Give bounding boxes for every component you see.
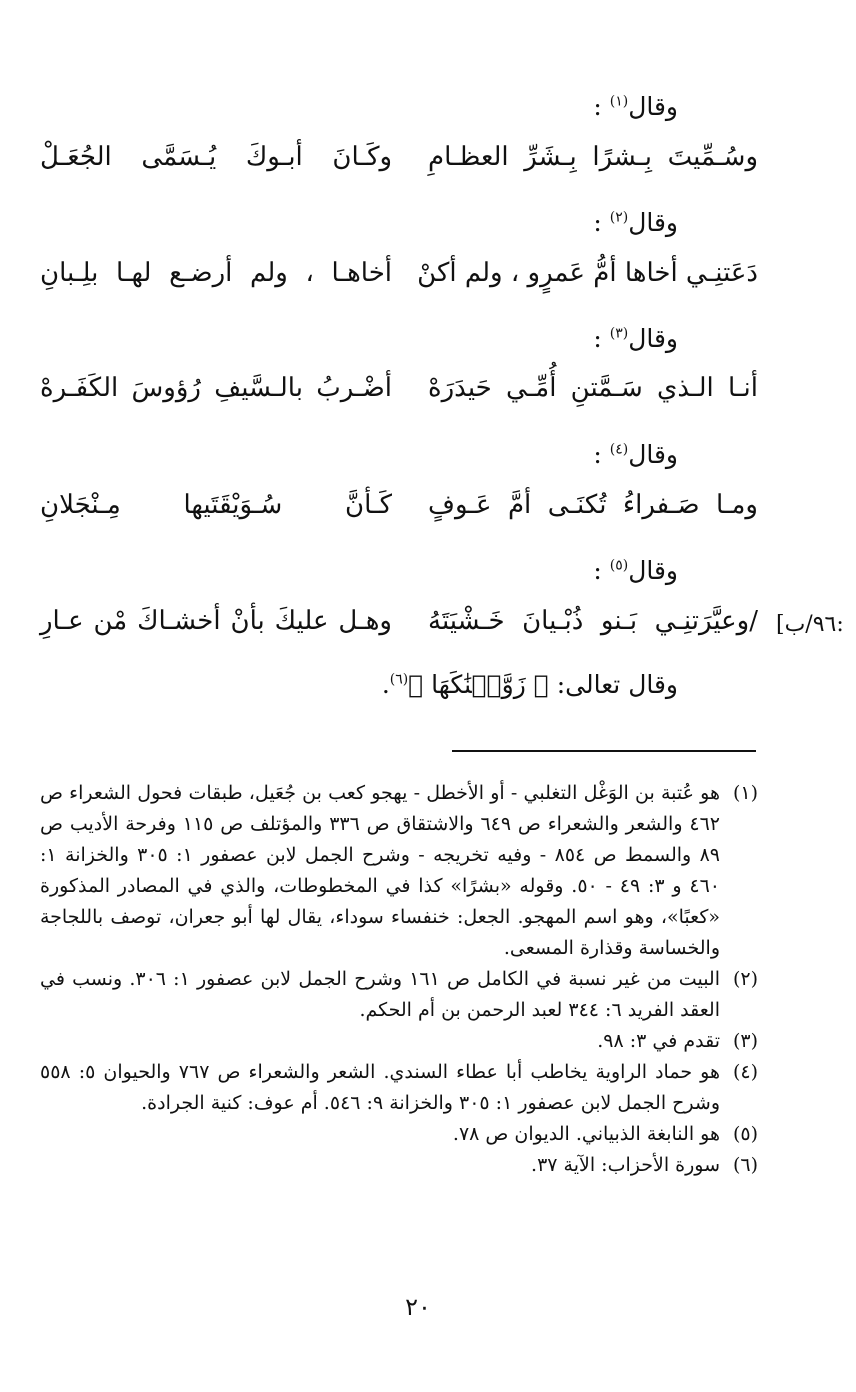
footnote-text: هو عُتبة بن الوَغْل التغلبي - أو الأخطل - يهجو كعب بن جُعَيل، طبقات فحول الشعراء ص ٤٦٢ والشعر والشعراء ص ٦٤٩ والاشتقاق ص ٣٣٦ والمؤتلف ص ١١٥ وفرحة الأديب ص ٨٩ والسمط ص ٨٥٤ - وفيه تخريجه - وشرح الجمل لابن عصفور ١: ٣٠٥ والخزانة ١: ٤٦٠ و ٣: ٤٩ - ٥٠. وقوله «بشرًا» كذا في المخطوطات، والذي في المصادر المذكورة «كعبًا»، وهو اسم المهجو. الجعل: خنفساء سوداء، يقال لها أبو جعران، توصف باللجاجة والخساسة وقذارة المسعى. bbox=[40, 782, 720, 959]
verse-first-hemistich: أنـا الـذي سَـمَّتنِ أُمِّـي حَيدَرَهْ bbox=[428, 373, 758, 403]
poem-intro: وقال$^{(٤)}$ : bbox=[593, 440, 678, 469]
manuscript-folio-marker: :٩٦/ب] bbox=[776, 612, 844, 637]
footnotes bbox=[40, 778, 758, 1181]
footnote-ref[interactable]: (٣) bbox=[609, 325, 629, 342]
footnote-ref[interactable]: (٦) bbox=[389, 671, 409, 688]
footnote-text: البيت من غير نسبة في الكامل ص ١٦١ وشرح الجمل لابن عصفور ١: ٣٠٦. ونسب في العقد الفريد ٦: ٣٤٤ لعبد الرحمن بن أم الحكم. bbox=[40, 968, 720, 1021]
verse-first-hemistich: ومـا صَـفراءُ تُكنَـى أمَّ عَـوفٍ bbox=[428, 490, 758, 520]
quran-verse: ﴿ زَوَّجۡنَٰكَهَا ﴾ bbox=[408, 670, 549, 699]
poem-intro: وقال$^{(٢)}$ : bbox=[593, 208, 678, 237]
quran-citation-line bbox=[382, 670, 678, 699]
intro-word: وقال bbox=[628, 556, 678, 585]
poem-intro: وقال$^{(٥)}$ : bbox=[593, 556, 678, 585]
footnote bbox=[40, 1150, 758, 1181]
footnote-text: سورة الأحزاب: الآية ٣٧. bbox=[531, 1154, 720, 1176]
footnote bbox=[40, 1119, 758, 1150]
quran-intro: وقال تعالى: bbox=[556, 670, 678, 699]
verse-first-hemistich: دَعَتنِـي أخاها أمُّ عَمرٍو ، ولم أكنْ bbox=[417, 258, 758, 288]
footnote bbox=[40, 778, 758, 964]
footnote-number: (٣) bbox=[732, 1030, 758, 1052]
verse-line bbox=[40, 606, 758, 646]
poem-intro: وقال$^{(٣)}$ : bbox=[593, 324, 678, 353]
footnote bbox=[40, 964, 758, 1026]
footnote-number: (٥) bbox=[732, 1123, 758, 1145]
verse-second-hemistich: أضْـربُ بالـسَّيفِ رُؤوسَ الكَفَـرهْ bbox=[40, 373, 392, 403]
verse-line bbox=[40, 142, 758, 182]
footnote-ref[interactable]: (١) bbox=[609, 93, 629, 110]
intro-word: وقال bbox=[628, 92, 678, 121]
verse-line bbox=[40, 373, 758, 413]
verse-second-hemistich: أخاهـا ، ولم أرضـع لهـا بلِـبانِ bbox=[40, 258, 392, 288]
verse-first-hemistich: /وعيَّرَتنِـي بَـنو ذُبْـيانَ خَـشْيَتَهُ bbox=[428, 606, 758, 636]
quran-period: . bbox=[381, 670, 390, 699]
verse-first-hemistich: وسُـمِّيتَ بِـشرًا بِـشَرِّ العظـامِ bbox=[428, 142, 758, 172]
footnote-separator bbox=[452, 750, 756, 752]
footnote-ref[interactable]: (٢) bbox=[609, 209, 629, 226]
footnote-number: (١) bbox=[732, 782, 758, 804]
verse-line bbox=[40, 258, 758, 298]
footnote-number: (٢) bbox=[732, 968, 758, 990]
poem-intro: وقال$^{(١)}$ : bbox=[593, 92, 678, 121]
footnote-number: (٤) bbox=[732, 1061, 758, 1083]
page-number: ٢٠ bbox=[405, 1293, 431, 1321]
verse-second-hemistich: كَـأنَّ سُـوَيْقَتَيها مِـنْجَلانِ bbox=[40, 490, 392, 520]
footnote-text: هو حماد الراوية يخاطب أبا عطاء السندي. الشعر والشعراء ص ٧٦٧ والحيوان ٥: ٥٥٨ وشرح الجمل لابن عصفور ١: ٣٠٥ والخزانة ٩: ٥٤٦. أم عوف: كنية الجرادة. bbox=[40, 1061, 720, 1114]
intro-word: وقال bbox=[628, 208, 678, 237]
intro-word: وقال bbox=[628, 324, 678, 353]
footnote-number: (٦) bbox=[732, 1154, 758, 1176]
verse-second-hemistich: وكَـانَ أبـوكَ يُـسَمَّى الجُعَـلْ bbox=[40, 142, 392, 172]
footnote bbox=[40, 1026, 758, 1057]
footnote-ref[interactable]: (٤) bbox=[609, 441, 629, 458]
intro-word: وقال bbox=[628, 440, 678, 469]
verse-second-hemistich: وهـل عليكَ بأنْ أخشـاكَ مْن عـارِ bbox=[40, 606, 392, 636]
footnote-text: تقدم في ٣: ٩٨. bbox=[597, 1030, 720, 1052]
footnote-ref[interactable]: (٥) bbox=[609, 557, 629, 574]
verse-line bbox=[40, 490, 758, 530]
footnote-text: هو النابغة الذبياني. الديوان ص ٧٨. bbox=[452, 1123, 720, 1145]
footnote bbox=[40, 1057, 758, 1119]
